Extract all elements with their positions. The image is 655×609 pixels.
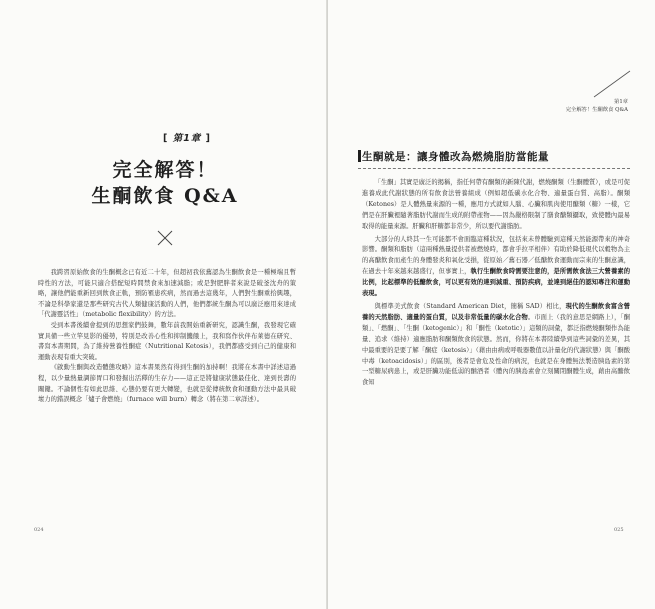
right-body-text <box>362 178 630 391</box>
cross-ornament-icon <box>156 229 174 247</box>
running-head-chapter: 第1章 <box>614 99 628 105</box>
right-paragraph-3-text-a: 與標準美式飲食（Standard American Diet，簡稱 SAD）相比， <box>374 302 566 310</box>
right-paragraph-3-bold: 現代的生酮飲食富含營養的天然脂肪、適量的蛋白質，以及非常低量的碳水化合物 <box>362 302 630 321</box>
right-paragraph-2 <box>362 235 630 300</box>
right-paragraph-1: 「生酮」其實是廣泛的揭稱，指任何帶有酮類的新陳代謝，燃燒酮類（生酮體質），或是可促進養成此代謝狀態的所有飲食法營養組成（例如超低碳水化合物、適量蛋白質、高脂）。酮類（Ketones）是人體熱量來源的一種，應用方式就如人腦、心臟和肌肉使用醣類（糖）一樣，它們是在肝臟裡隨著脂肪代謝而生成的附帶產物——因為嚴格限制了膳食醣類攝取，致使體內最易取得的能量來源。肝臟和肝糖都非常少，所以要代謝脂肪。 <box>362 179 630 230</box>
left-paragraph-3: 《啟動生酮與改造體態攻略》這本書果然有得到生酮的加持啊！我將在本書中詳述這過程，以少量熱量調節胃口和發掘出活釋的生存力——這正是將健康狀態最佳化、達到長壽的關鍵。不論個性有如此思維、心態仍要有更大轉變，也就是從傳統飲食和運動方法中最具破壞力的錯誤概念「爐子會燃燒」（furnace will burn）轉念（將在第二章詳述）。 <box>38 364 296 404</box>
running-head <box>566 98 628 114</box>
chapter-title-line2: 生酮飲食 Q&A <box>91 185 239 207</box>
right-paragraph-3 <box>362 302 630 389</box>
left-body-text <box>38 268 296 406</box>
running-head-title: 完全解答！生酮飲食 Q&A <box>565 107 628 113</box>
chapter-label: [ 第1章 ] <box>163 133 211 144</box>
left-page-number: 024 <box>34 527 44 533</box>
section-divider <box>358 168 630 169</box>
chapter-title-line1: 完全解答！ <box>112 159 218 181</box>
right-paragraph-3-text-b: 。市面上（我的意思是網路上），「酮類」、「燃酮」、「生酮（ketogenic）」和「酮性（ketotic）」這類的詞彙，都泛指燃燒酮類作為能量、追求（維持）適應脂肪和酮類飲食的狀態。然而，你將在本書陸續學到這些詞彙的差異，其中最重要的是要了解「酮症（ketosis）」（藉由由病或呼吸器數值以計量化的代謝狀態）與「酮酸中毒（ketoacidosis）」的區別，後者是會危及性命的病況，也就是在身體無法製造胰島素的第一型糖尿病患上，或是肝臟功能低弱的酗酒者（體內的胰島素會立刻關閉酮體生成，藉由高醣飲食知 <box>362 313 630 387</box>
left-paragraph-1: 我跨習原始飲食的生酮概念已有近二十年，但超初我依舊認為生酮飲食是一種極端且暫時性的方法，可能只適合搭配短時間禁食來加速減脂；或是對肥胖者來說是破釜沈舟的策略，讓他們能重新回到飲食正軌，預防罹患疾病，然而過去這幾年，人們對生酮重拾興趣，不論是科學家還是那些研究古代人類健康活動的人們，他們都統生酮為可以廣泛應用來達成「代謝靈活性」（metabolic flexibility）的方法。 <box>38 269 296 319</box>
right-page-number: 025 <box>614 527 624 533</box>
section-title: 生酮就是：讓身體改為燃燒脂肪當能量 <box>362 151 549 163</box>
section-marker <box>358 150 361 162</box>
left-page <box>0 0 327 609</box>
right-paragraph-2-text: 大部分的人終其一生可能都不會面臨這種狀況，包括來未曾體驗到這種天然能源帶來的神奇影響。酮類和脂肪（這兩種熱量提供者被燃燒時，都會乎拉平相伴）有助於降低現代以穀物為主的高醣飲食而產生的身體發炎和氧化受損，從原始／舊石器／低醣飲食運動而宗來的生酮意識，在過去十年來越來越盛行，但事實上， <box>362 235 630 276</box>
right-paragraph-2-bold: 執行生酮飲食時需要注意的，是所需飲食法三大營養素的比例，比起標準的低醣飲食，可以更有效的達到減重、預防疾病，並達到絕佳的認知專注和運動表現。 <box>362 268 631 298</box>
left-paragraph-2: 受到本書後續會提到的思想家們鼓舞，數年前我開始重新研究，認識生酮，我發現它確實具備一些立竿見影的優勢，特別是改善心性和抑制饑餓上，我和寫作伙伴布萊德在研究、書寫本書期間，為了維持營養性酮症（Nutritional Ketosis），我們都感受到自己的健康和運動表現有重大突破。 <box>38 321 296 361</box>
slash-ornament-icon <box>592 70 632 98</box>
right-page <box>328 0 655 609</box>
